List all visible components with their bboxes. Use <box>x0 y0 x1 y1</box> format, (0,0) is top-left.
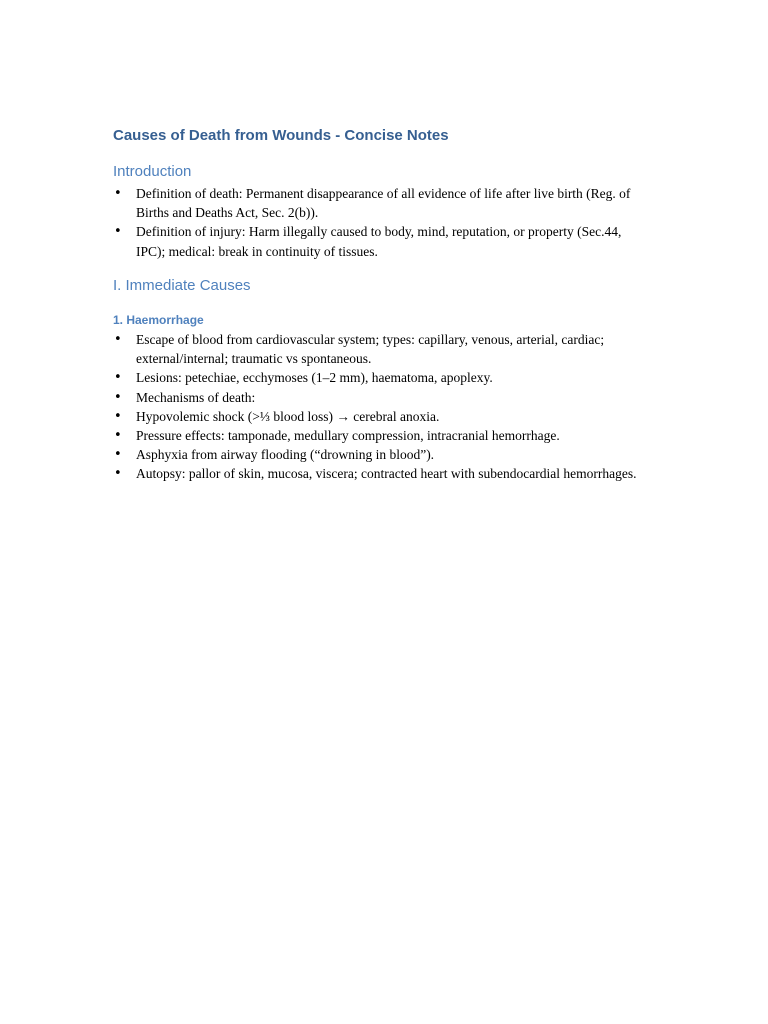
list-item <box>113 407 654 426</box>
section-heading-immediate-causes: I. Immediate Causes <box>113 277 251 294</box>
bullet-icon <box>114 368 122 387</box>
list-item <box>113 388 654 407</box>
list-item-text: Asphyxia from airway flooding (“drowning in blood”). <box>136 447 435 463</box>
list-item <box>113 222 654 260</box>
bullet-icon <box>114 330 122 349</box>
bullet-list-introduction <box>113 184 654 261</box>
bullet-icon <box>114 445 122 464</box>
subsection-heading-haemorrhage: 1. Haemorrhage <box>113 313 204 327</box>
bullet-icon <box>114 388 122 407</box>
list-item-text: Hypovolemic shock (>⅓ blood loss) → cerebral anoxia. <box>136 408 440 424</box>
list-item <box>113 368 654 387</box>
list-item <box>113 426 654 445</box>
bullet-icon <box>114 222 122 241</box>
list-item-text: Lesions: petechiae, ecchymoses (1–2 mm), haematoma, apoplexy. <box>136 370 493 386</box>
list-item <box>113 184 654 222</box>
list-item-text: Escape of blood from cardiovascular system; types: capillary, venous, arterial, cardiac; external/internal; traumatic vs spontaneous. <box>136 332 605 367</box>
list-item <box>113 464 654 483</box>
list-item <box>113 330 654 368</box>
list-item-text: Definition of death: Permanent disappearance of all evidence of life after live birth (Reg. of Births and Deaths Act, Sec. 2(b)). <box>136 186 631 221</box>
bullet-icon <box>114 426 122 445</box>
bullet-icon <box>114 184 122 203</box>
bullet-icon <box>114 407 122 426</box>
bullet-icon <box>114 464 122 483</box>
list-item-text: Autopsy: pallor of skin, mucosa, viscera; contracted heart with subendocardial hemorrhages. <box>136 466 637 482</box>
bullet-list-haemorrhage <box>113 330 654 484</box>
list-item-text: Definition of injury: Harm illegally caused to body, mind, reputation, or property (Sec.44, IPC); medical: break in continuity of tissues. <box>136 224 622 259</box>
list-item-text: Mechanisms of death: <box>136 389 256 405</box>
list-item-text: Pressure effects: tamponade, medullary compression, intracranial hemorrhage. <box>136 428 560 444</box>
list-item <box>113 445 654 464</box>
section-heading-introduction: Introduction <box>113 163 192 180</box>
document-title: Causes of Death from Wounds - Concise Notes <box>113 127 449 144</box>
